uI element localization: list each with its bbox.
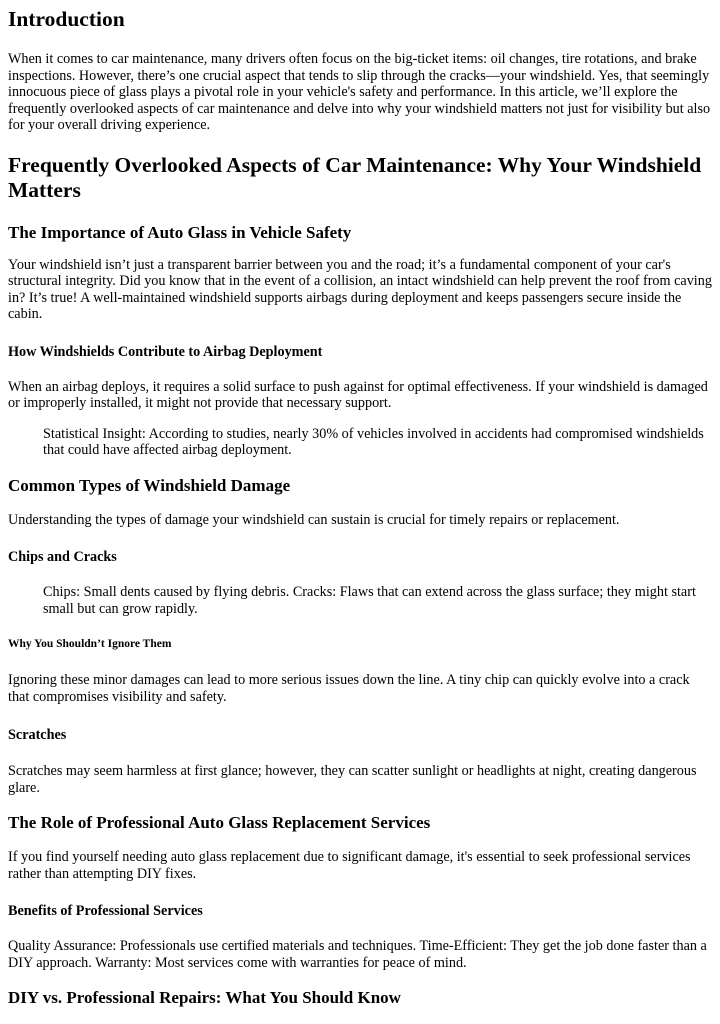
diy-heading: DIY vs. Professional Repairs: What You Should Know [8, 988, 401, 1007]
ignore-heading: Why You Shouldn’t Ignore Them [8, 638, 172, 650]
benefits-heading: Benefits of Professional Services [8, 903, 203, 919]
pro-heading: The Role of Professional Auto Glass Replacement Services [8, 813, 431, 832]
airbag-quote: Statistical Insight: According to studies, nearly 30% of vehicles involved in accidents had compromised windshields that could have affected airbag deployment. [43, 425, 704, 458]
importance-paragraph: Your windshield isn’t just a transparent barrier between you and the road; it’s a fundamental component of your car's structural integrity. Did you know that in the event of a collision, an intact windshield can help prevent the roof from caving in? It’s true! A well-maintained windshield supports airbags during deployment and keeps passengers secure inside the cabin. [8, 256, 712, 322]
main-heading: Frequently Overlooked Aspects of Car Maintenance: Why Your Windshield Matters [8, 152, 702, 202]
chips-quote: Chips: Small dents caused by flying debris. Cracks: Flaws that can extend across the glass surface; they might start small but can grow rapidly. [43, 584, 696, 617]
scratches-paragraph: Scratches may seem harmless at first glance; however, they can scatter sunlight or headlights at night, creating dangerous glare. [8, 763, 697, 796]
importance-heading: The Importance of Auto Glass in Vehicle Safety [8, 222, 352, 242]
intro-heading: Introduction [8, 7, 125, 31]
airbag-paragraph: When an airbag deploys, it requires a solid surface to push against for optimal effectiveness. If your windshield is damaged or improperly installed, it might not provide that necessary support. [8, 378, 708, 411]
chips-heading: Chips and Cracks [8, 549, 117, 565]
airbag-heading: How Windshields Contribute to Airbag Deployment [8, 343, 323, 360]
pro-paragraph: If you find yourself needing auto glass replacement due to significant damage, it's essential to seek professional services rather than attempting DIY fixes. [8, 849, 691, 882]
damage-paragraph: Understanding the types of damage your windshield can sustain is crucial for timely repairs or replacement. [8, 511, 620, 528]
scratches-heading: Scratches [8, 727, 67, 743]
benefits-paragraph: Quality Assurance: Professionals use certified materials and techniques. Time-Efficient: They get the job done faster than a DIY approach. Warranty: Most services come with warranties for peace of mind. [8, 938, 707, 971]
intro-paragraph: When it comes to car maintenance, many drivers often focus on the big-ticket items: oil changes, tire rotations, and brake inspections. However, there’s one crucial aspect that tends to slip through the cracks—your windshield. Yes, that seemingly innocuous piece of glass plays a pivotal role in your vehicle's safety and performance. In this article, we’ll explore the frequently overlooked aspects of car maintenance and delve into why your windshield matters not just for visibility but also for your overall driving experience. [8, 51, 711, 133]
ignore-paragraph: Ignoring these minor damages can lead to more serious issues down the line. A tiny chip can quickly evolve into a crack that compromises visibility and safety. [8, 672, 690, 705]
damage-heading: Common Types of Windshield Damage [8, 475, 291, 495]
article [0, 7, 720, 1008]
